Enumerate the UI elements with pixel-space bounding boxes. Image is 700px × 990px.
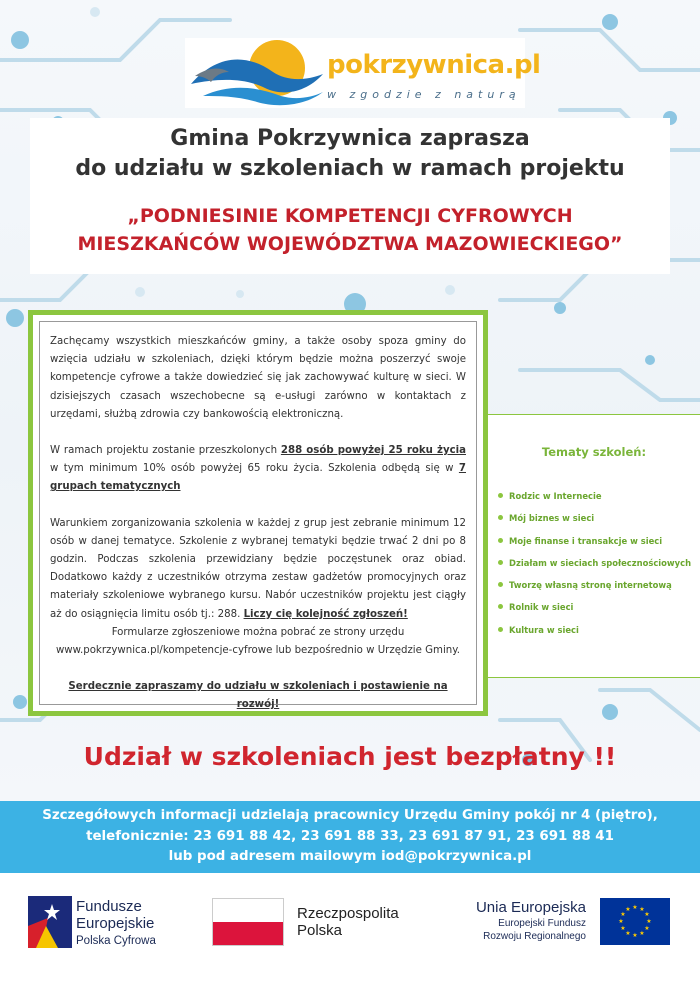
rp-line-1: Rzeczpospolita [297,905,399,922]
contact-line-1: Szczegółowych informacji udzielają pracownicy Urzędu Gminy pokój nr 4 (piętro), [42,808,658,823]
fe-name-line-1: Fundusze [76,898,142,915]
svg-text:★: ★ [639,930,645,937]
contact-line-3: lub pod adresem mailowym iod@pokrzywnica.pl [168,849,532,864]
ue-fund-line-2: Rozwoju Regionalnego [483,931,586,942]
svg-text:★: ★ [644,911,650,918]
headline-line-1: Gmina Pokrzywnica zaprasza [170,126,530,151]
forms-info-line-2: www.pokrzywnica.pl/kompetencje-cyfrowe lub bezpośrednio w Urzędzie Gminy. [55,645,461,657]
first-come-highlight: Liczy cię kolejność zgłoszeń! [243,608,408,620]
topic-label: Tworzę własną stronę internetową [509,580,672,591]
unia-europejska-text [430,898,586,943]
topics-title: Tematy szkoleń: [541,445,647,459]
polish-flag-icon [212,898,284,946]
contact-info-band [0,801,700,873]
svg-text:★: ★ [632,904,638,911]
intro-paragraph: Zachęcamy wszystkich mieszkańców gminy, a także osoby spoza gminy do wzięcia udziału w szkoleniach, dzięki którym będzie można poszerzyć swoje kompetencje cyfrowe a także dowiedzieć się jak zachowywać kulturę w sieci. W dzisiejszych czasach wszechobecne są e-usługi zarówno w kontaktach z urzędami, służbą zdrowia czy bankowością elektroniczną. [50,336,466,420]
svg-text:★: ★ [639,906,645,913]
list-item [498,536,691,558]
list-item [498,602,691,624]
bullet-icon [498,582,503,587]
topic-label: Rolnik w sieci [509,602,574,613]
bullet-icon [498,560,503,565]
bullet-icon [498,627,503,632]
title-section [30,118,670,274]
rzeczpospolita-polska-text [297,905,399,939]
flag-white-stripe [213,899,283,922]
svg-text:★: ★ [632,932,638,939]
ue-fund-line-1: Europejski Fundusz [498,918,586,929]
logo-tagline: w zgodzie z naturą [327,88,521,101]
svg-text:★: ★ [644,925,650,932]
contact-line-2: telefonicznie: 23 691 88 42, 23 691 88 33, 23 691 87 91, 23 691 88 41 [86,828,614,844]
closing-invitation: Serdecznie zapraszamy do udziału w szkoleniach i postawienie na rozwój! [68,681,448,711]
conditions-paragraph [50,515,466,624]
topic-label: Moje finanse i transakcje w sieci [509,535,663,546]
bullet-icon [498,604,503,609]
ue-name: Unia Europejska [475,899,586,916]
list-item [498,491,691,513]
list-item [498,513,691,535]
bullet-icon [498,538,503,543]
svg-text:★: ★ [625,906,631,913]
list-item [498,580,691,602]
groups-highlight: 7 grupach tematycznych [50,463,466,493]
fe-name-line-2: Europejskie [76,915,155,932]
topic-label: Działam w sieciach społecznościowych [509,557,692,568]
svg-text:★: ★ [646,918,652,925]
list-item [498,558,691,580]
project-scope-paragraph [50,442,466,497]
topics-list [498,491,691,647]
conditions-text: Warunkiem zorganizowania szkolenia w każdej z grup jest zebranie minimum 12 osób w danej tematyce. Szkolenie z wybranej tematyki będzie trwać 2 dni po 8 godzin. Podczas szkolenia przewidziany będzie poczęstunek oraz obiad. Dodatkowo każdy z uczestników otrzyma zestaw gadżetów promocyjnych oraz materiały szkoleniowe wybranego kursu. Nabór uczestników projektu jest ciągły aż do osiągnięcia limitu osób tj.: 288. [50,517,466,620]
bullet-icon [498,515,503,520]
main-content-box [28,310,488,716]
topic-label: Mój biznes w sieci [509,513,595,524]
project-name-line-1: „PODNIESINIE KOMPETENCJI CYFROWYCH [127,205,573,227]
flag-red-stripe [213,922,283,945]
logo-wordmark: pokrzywnica.pl [327,50,541,80]
free-participation-notice: Udział w szkoleniach jest bezpłatny !! [83,742,617,771]
headline-line-2: do udziału w szkoleniach w ramach projektu [75,156,625,181]
bullet-icon [498,493,503,498]
pokrzywnica-logo[interactable] [185,38,541,108]
svg-text:★: ★ [618,918,624,925]
forms-info-line-1: Formularze zgłoszeniowe można pobrać ze strony urzędu [111,626,405,638]
scope-text-a: W ramach projektu zostanie przeszkolonych [50,445,281,457]
scope-text-c: w tym minimum 10% osób powyżej 65 roku życia. Szkolenia odbędą się w [50,463,459,475]
fe-program-name: Polska Cyfrowa [76,935,156,947]
svg-text:★: ★ [620,925,626,932]
eu-flag-icon [600,898,670,945]
topic-label: Rodzic w Internecie [509,491,602,501]
svg-text:★: ★ [625,930,631,937]
svg-text:★: ★ [620,911,626,918]
project-name-line-2: MIESZKAŃCÓW WOJEWÓDZTWA MAZOWIECKIEGO” [77,233,623,255]
fundusze-europejskie-text [76,898,156,950]
fundusze-europejskie-logo-icon [28,896,72,948]
participants-highlight: 288 osób powyżej 25 roku życia [280,445,466,457]
main-content-inner [39,321,477,711]
rp-line-2: Polska [297,922,343,939]
topic-label: Kultura w sieci [509,624,579,635]
training-topics-panel [488,414,700,678]
sun-wave-bird-icon [185,38,325,108]
list-item [498,625,691,647]
